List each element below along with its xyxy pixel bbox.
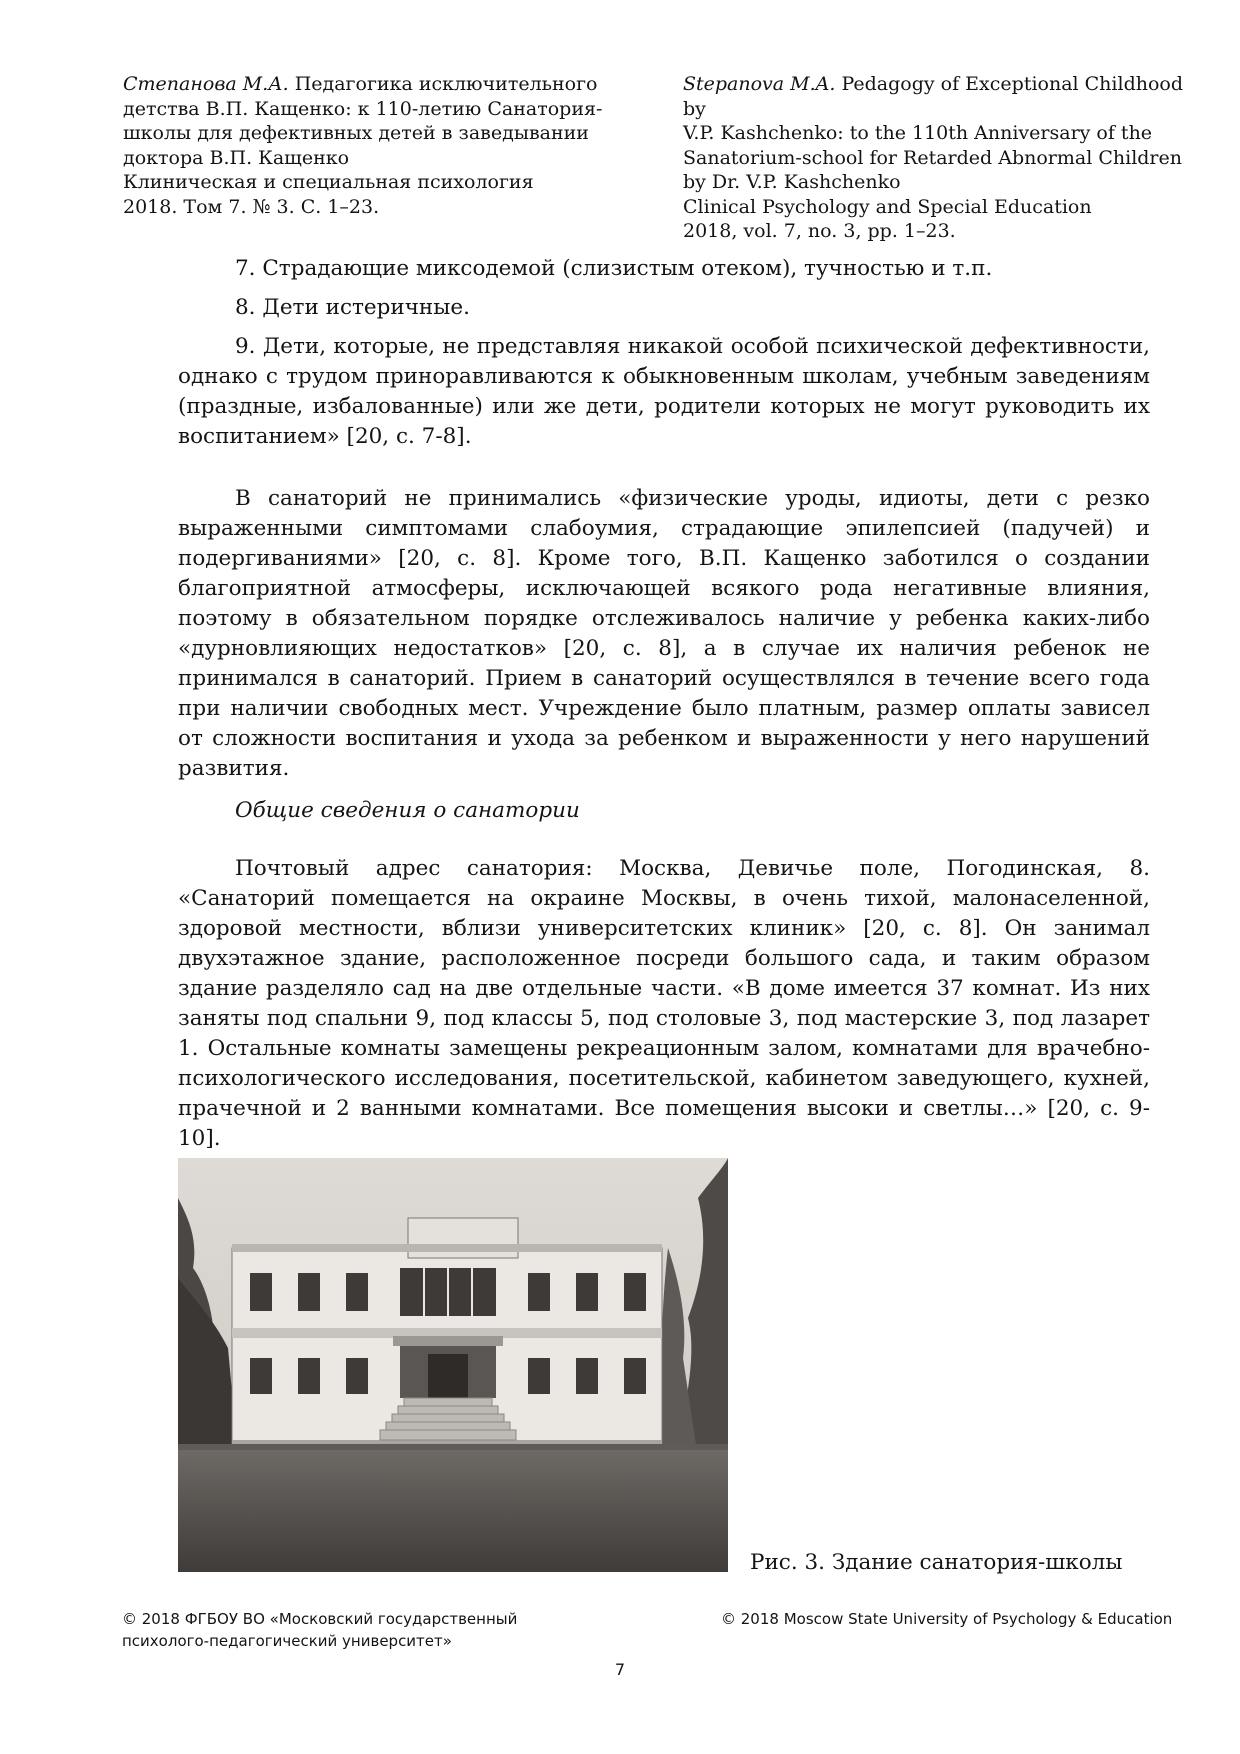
footer-copyright-en-text: © 2018 Moscow State University of Psychology & Education xyxy=(721,1610,1173,1628)
footer-copyright-ru xyxy=(122,1608,517,1652)
header-issue-ru: 2018. Том 7. № 3. С. 1–23. xyxy=(123,195,380,218)
header-title-en-line2: V.P. Kashchenko: to the 110th Anniversary of the xyxy=(683,122,1153,144)
list-block xyxy=(178,254,1150,452)
section-heading-block xyxy=(178,796,1150,826)
list-item-7: 7. Страдающие миксодемой (слизистым отеком), тучностью и т.п. xyxy=(235,256,993,281)
page-number: 7 xyxy=(614,1660,626,1679)
header-author-en: Stepanova M.A. xyxy=(683,73,836,95)
body-paragraph-2 xyxy=(178,854,1150,1154)
header-journal-en: Clinical Psychology and Special Education xyxy=(683,195,1092,218)
header-journal-ru: Клиническая и специальная психология xyxy=(123,171,534,193)
running-header-en xyxy=(683,72,1203,244)
body-paragraph-1 xyxy=(178,484,1150,784)
footer-copyright-en xyxy=(721,1608,1172,1630)
header-title-ru-line1: Педагогика исключительного xyxy=(294,73,598,95)
figure-caption: Рис. 3. Здание санатория-школы xyxy=(750,1550,1123,1575)
running-header-ru xyxy=(123,72,643,219)
header-issue-en: 2018, vol. 7, no. 3, pp. 1–23. xyxy=(683,220,956,242)
building-photo-image xyxy=(178,1158,728,1572)
paragraph-admission: В санаторий не принимались «физические уроды, идиоты, дети с резко выраженными симптомами слабоумия, страдающие эпилепсией (падучей) и подергиваниями» [20, с. 8]. Кроме того, В.П. Кащенко заботился о создании благоприятной атмосферы, исключающей всякого рода негативные влияния, поэтому в обязательном порядке отслеживалось наличие у ребенка каких-либо «дурновлияющих недостатков» [20, с. 8], а в случае их наличия ребенок не принимался в санаторий. Прием в санаторий осуществлялся в течение всего года при наличии свободных мест. Учреждение было платным, размер оплаты зависел от сложности воспитания и ухода за ребенком и выраженности у него нарушений развития. xyxy=(178,486,1150,781)
header-title-en-line1: Pedagogy of Exceptional Childhood by xyxy=(683,73,1184,120)
paragraph-address: Почтовый адрес санатория: Москва, Девичье поле, Погодинская, 8. «Санаторий помещается на окраине Москвы, в очень тихой, малонаселенной, здоровой местности, вблизи университетских клиник» [20, с. 8]. Он занимал двухэтажное здание, расположенное посреди большого сада, и таким образом здание разделяло сад на две отдельные части. «В доме имеется 37 комнат. Из них заняты под спальни 9, под классы 5, под столовые 3, под мастерские 3, под лазарет 1. Остальные комнаты замещены рекреационным залом, комнатами для врачебно-психологического исследования, посетительской, кабинетом заведующего, кухней, прачечной и 2 ванными комнатами. Все помещения высоки и светлы…» [20, с. 9-10]. xyxy=(178,856,1150,1151)
list-item-9: 9. Дети, которые, не представляя никакой особой психической дефективности, однако с трудом приноравливаются к обыкновенным школам, учебным заведениям (праздные, избалованные) или же дети, родители которых не могут руководить их воспитанием» [20, с. 7-8]. xyxy=(178,334,1150,449)
header-title-en-line4: by Dr. V.P. Kashchenko xyxy=(683,171,901,193)
header-title-ru-line3: школы для дефективных детей в заведывании xyxy=(123,122,589,144)
header-title-en-line3: Sanatorium-school for Retarded Abnormal Children xyxy=(683,146,1182,169)
footer-copyright-ru-line2: психолого-педагогический университет» xyxy=(122,1632,452,1650)
section-heading: Общие сведения о санатории xyxy=(235,798,580,823)
header-author-ru: Степанова М.А. xyxy=(123,73,289,95)
building-photo xyxy=(178,1158,728,1572)
header-title-ru-line2: детства В.П. Кащенко: к 110-летию Санатория- xyxy=(123,97,603,120)
list-item-8: 8. Дети истеричные. xyxy=(235,295,470,320)
footer-copyright-ru-line1: © 2018 ФГБОУ ВО «Московский государственный xyxy=(122,1610,518,1628)
header-title-ru-line4: доктора В.П. Кащенко xyxy=(123,146,350,169)
